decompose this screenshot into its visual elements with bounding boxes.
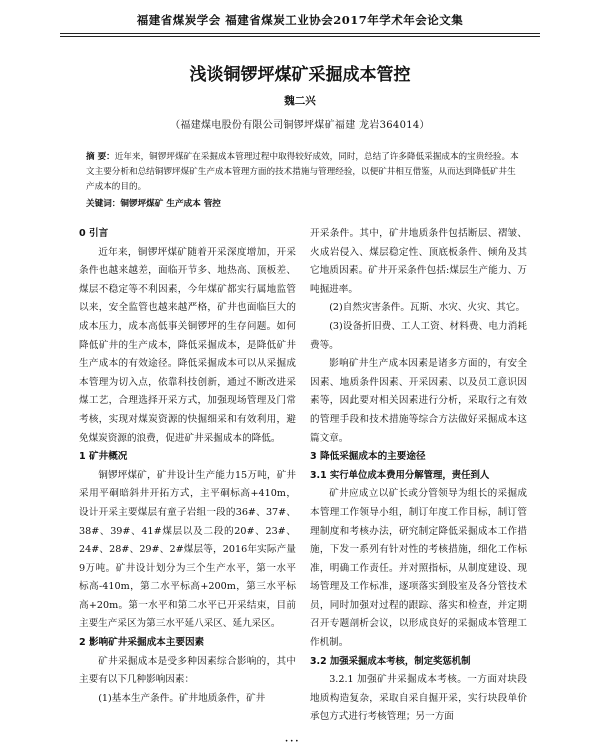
article-author: 魏二兴 bbox=[284, 95, 316, 107]
paragraph-factors: 矿井采掘成本是受多种因素综合影响的，其中主要有以下几种影响因素： bbox=[79, 655, 296, 686]
subsection-heading-3-1: 3.1 实行单位成本费用分解管理，责任到人 bbox=[310, 469, 490, 481]
right-column bbox=[310, 225, 527, 727]
section-heading-introduction: 0 引言 bbox=[79, 228, 109, 239]
keywords-text: 铜锣坪煤矿 生产成本 管控 bbox=[120, 199, 221, 209]
article-title: 浅谈铜锣坪煤矿采掘成本管控 bbox=[189, 65, 411, 85]
paragraph-3-1: 矿井应成立以矿长或分管领导为组长的采掘成本管理工作领导小组，制订年度工作目标，制订管理制度和考核办法，研究制定降低采掘成本工作措施，下发一系列有针对性的考核措施，细化工作标准，明确工作责任。并对照指标，从制度建设、现场管理及工作标准，逐项落实到股室及各分管技术员，同时加强对过程的跟踪、落实和检查，并定期召开专题剖析会议，以形成良好的采掘成本管理工作机制。 bbox=[310, 488, 527, 649]
paragraph-factor-summary: 影响矿井生产成本因素是诸多方面的，有安全因素、地质条件因素、开采因素、以及员工意识因素等，因此要对相关因素进行分析，采取行之有效的管理手段和技术措施等综合方法做好采掘成本这篇文章。 bbox=[310, 358, 527, 444]
running-header: 福建省煤炭学会 福建省煤炭工业协会2017年学术年会论文集 bbox=[136, 13, 464, 27]
paragraph-overview: 铜锣坪煤矿，矿井设计生产能力15万吨，矿井采用平硐暗斜井开拓方式，主平硐标高+410m，设计开采主要煤层有童子岩组一段的36#、37#、38#、39#、41#煤层以及二段的20#、23#、24#、28#、29#、2#煤层等，2016年实际产量9万吨。矿井设计划分为三个生产水平，第一水平标高-410m，第二水平标高+200m，第三水平标高+20m。第一水平和第二水平已开采结束，目前主要生产采区为第三水平延八采区、延九采区。 bbox=[79, 469, 296, 630]
paragraph-factor-1: (1)基本生产条件。矿井地质条件，矿井 bbox=[98, 692, 266, 704]
abstract-text: 近年来，铜锣坪煤矿在采掘成本管理过程中取得较好成效，同时，总结了许多降低采掘成本的宝贵经验。本文主要分析和总结铜锣坪煤矿生产成本管理方面的技术措施与管理经验，以便矿井相互借鉴，从而达到降低矿井生产成本的目的。 bbox=[86, 152, 519, 192]
header-rule bbox=[60, 33, 540, 34]
subsection-heading-3-2: 3.2 加强采掘成本考核，制定奖惩机制 bbox=[310, 655, 471, 667]
paragraph-3-2-1: 3.2.1 加强矿井采掘成本考核。一方面对块段地质构造复杂，采取自采自掘开采，实行块段单价承包方式进行考核管理；另一方面 bbox=[310, 674, 527, 723]
paragraph-factor-2: (2)自然灾害条件。瓦斯、水灾、火灾、其它。 bbox=[329, 302, 526, 314]
abstract bbox=[86, 150, 521, 195]
paragraph-factor-1-continued: 开采条件。其中，矿井地质条件包括断层、褶皱、火成岩侵入、煤层稳定性、顶底板条件、倾角及其它地质因素。矿井开采条件包括:煤层生产能力、万吨掘进率。 bbox=[310, 228, 527, 295]
paragraph-factor-3: (3)设备折旧费、工人工资、材料费、电力消耗费等。 bbox=[310, 320, 527, 351]
keywords-label: 关键词： bbox=[86, 199, 121, 209]
keywords bbox=[86, 197, 521, 209]
abstract-label: 摘 要： bbox=[86, 152, 115, 162]
section-heading-overview: 1 矿井概况 bbox=[79, 451, 128, 463]
left-column bbox=[79, 225, 296, 708]
section-heading-factors: 2 影响矿井采掘成本主要因素 bbox=[79, 637, 205, 649]
header-rule-thin bbox=[60, 36, 540, 37]
paragraph-introduction: 近年来，铜锣坪煤矿随着开采深度增加，开采条件也越来越差，面临开节多、地热高、顶板差、煤层不稳定等不利因素，今年煤矿都实行属地监管以来，安全监管也越来越严格，矿井也面临巨大的成本压力，成本高低事关铜锣坪的生存问题。如何降低矿井的生产成本，降低采掘成本，是降低矿井生产成本的有效途径。降低采掘成本可以从采掘成本管理为切入点，依靠科技创新，通过不断改进采煤工艺，合理选择开采方式，加强现场管理及门常考核，实现对煤炭资源的快掘细采和有效利用，避免煤炭资源的浪费，促进矿井采掘成本的降低。 bbox=[79, 246, 296, 444]
page-number-mark: ··· bbox=[285, 737, 301, 747]
section-heading-measures: 3 降低采掘成本的主要途径 bbox=[310, 451, 426, 463]
author-affiliation: （福建煤电股份有限公司铜锣坪煤矿福建 龙岩364014） bbox=[170, 120, 430, 131]
